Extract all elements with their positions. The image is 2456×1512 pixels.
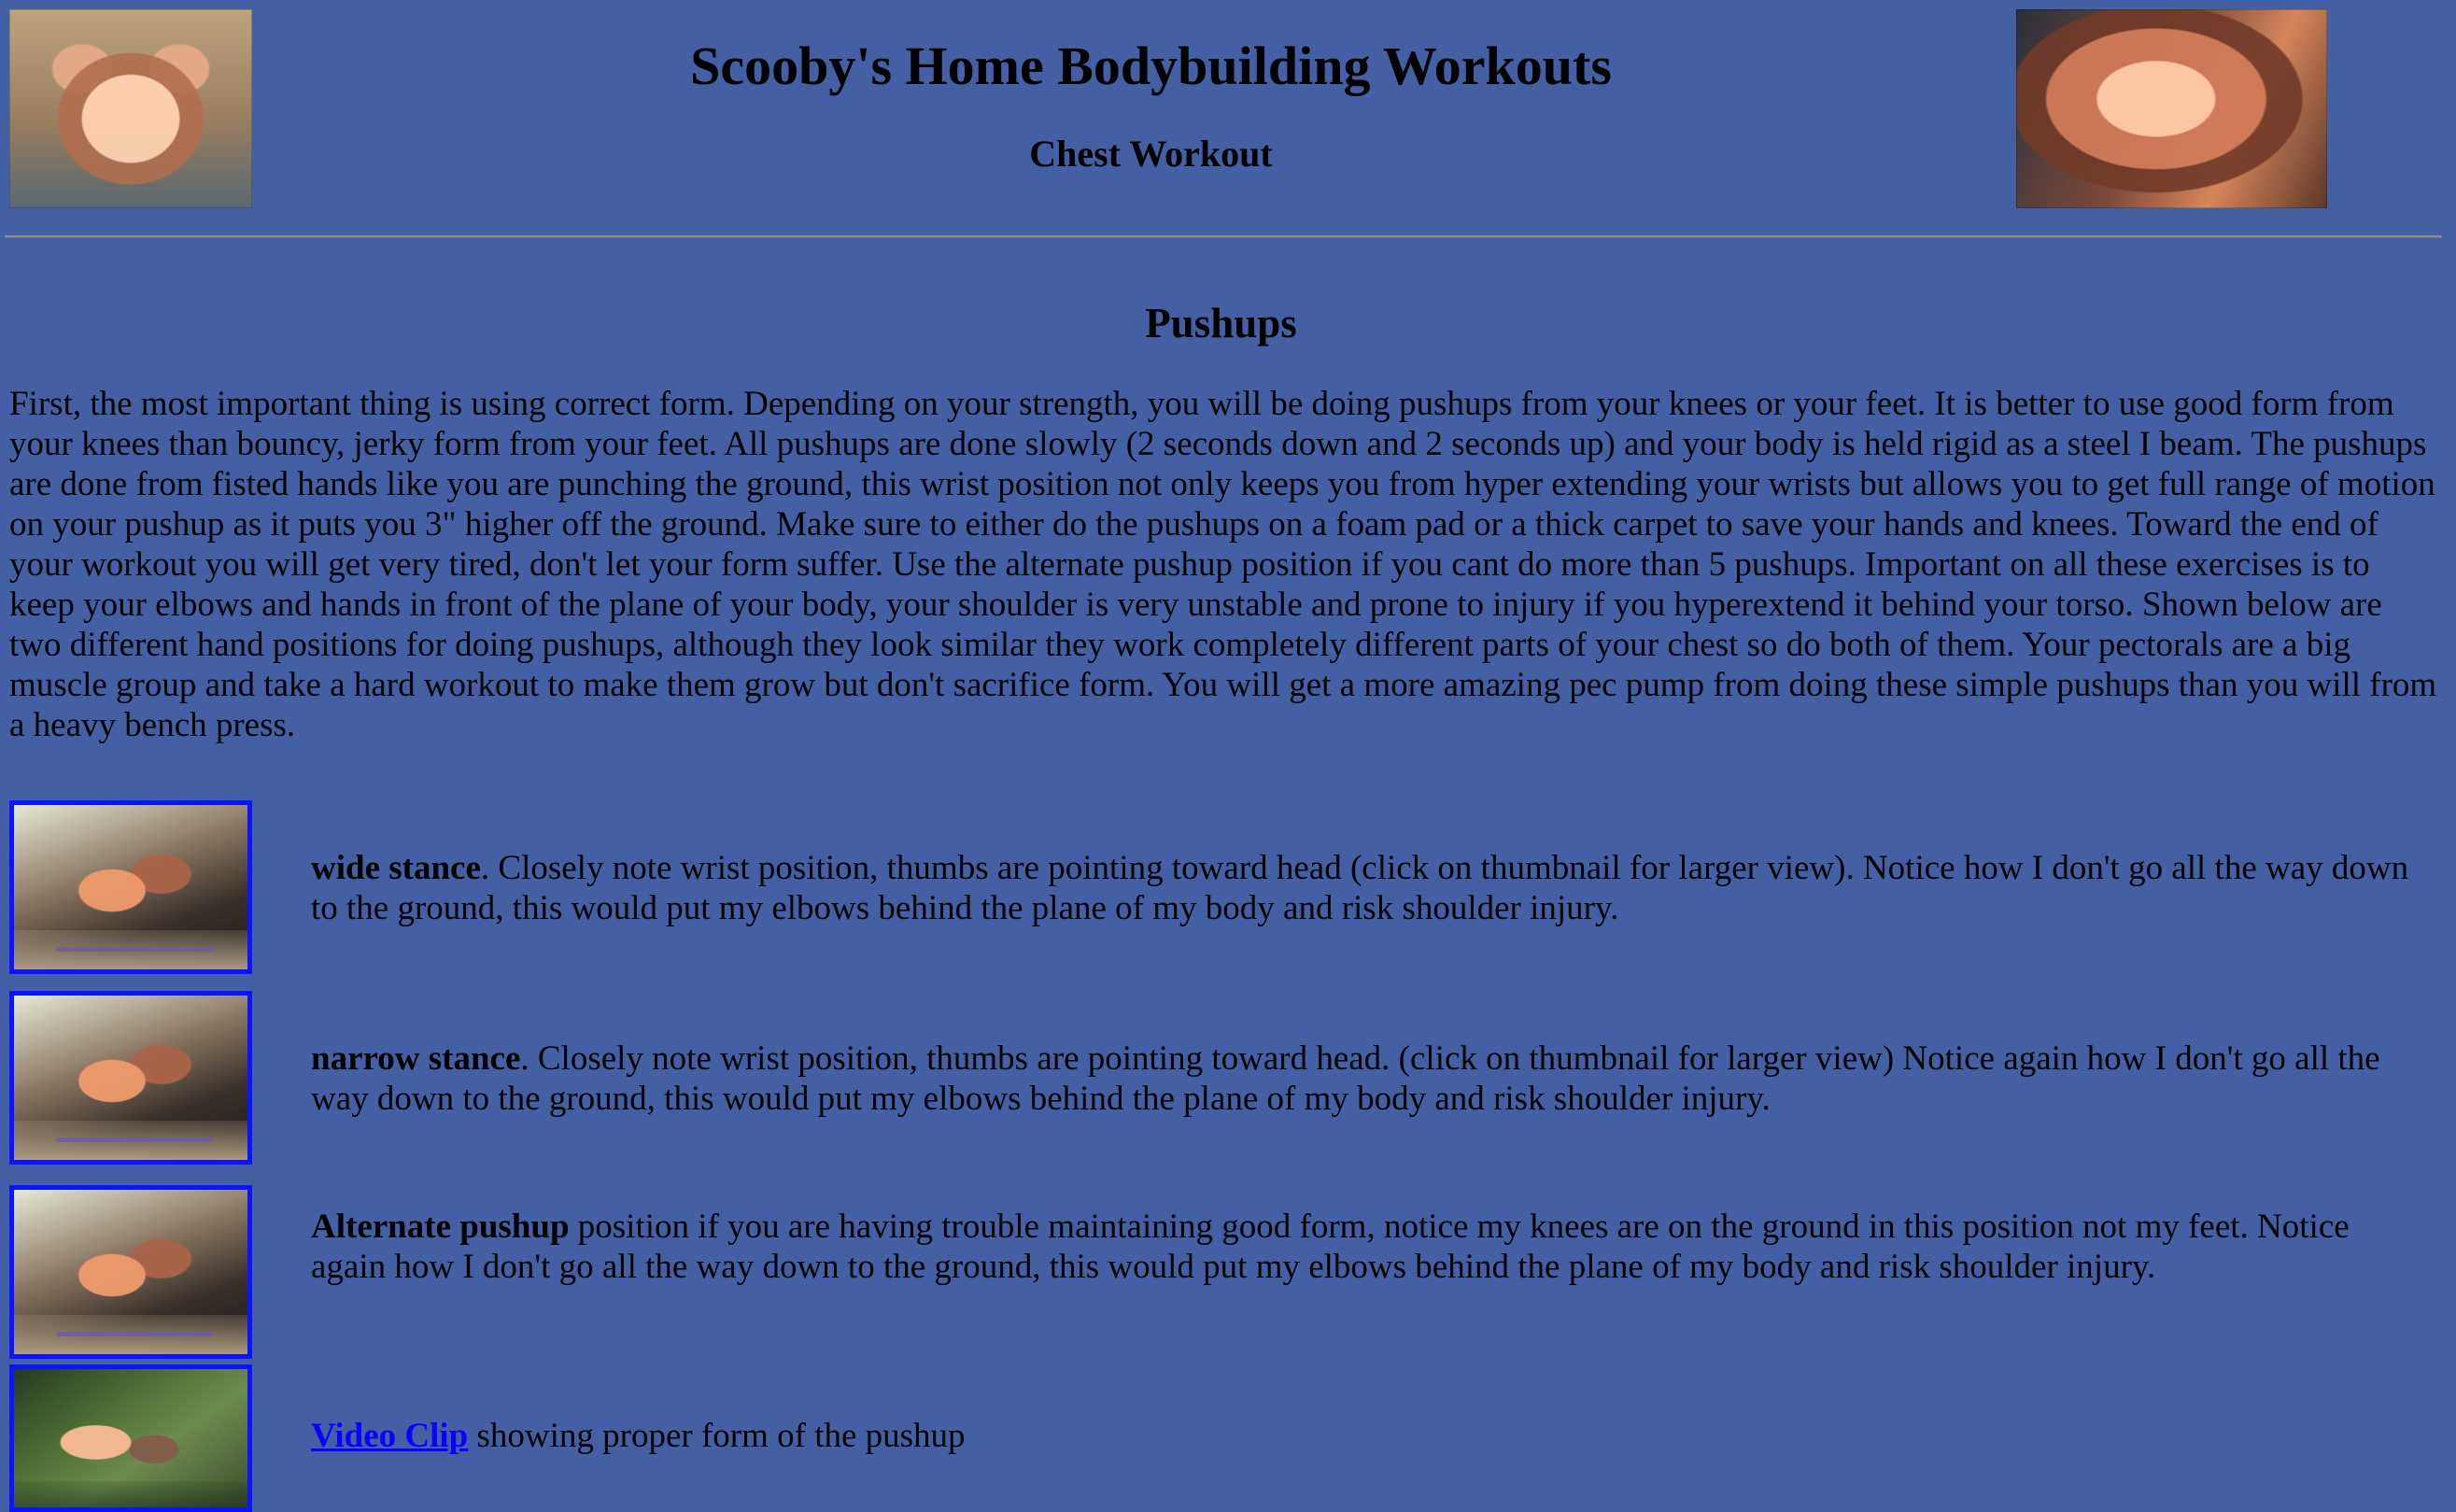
shoulder-muscle-image bbox=[2016, 9, 2327, 208]
thumbnail-watermark bbox=[56, 947, 215, 952]
pushups-heading: Pushups bbox=[1145, 300, 1297, 346]
pushups-intro-paragraph: First, the most important thing is using correct form. Depending on your strength, you will be doing pushups from your knees or your feet. It is better to use good form from your knees than bouncy, jerky form from your feet. All pushups are done slowly (2 seconds down and 2 seconds up) and your body is held rigid as a steel I beam. The pushups are done from fisted hands like you are punching the ground, this wrist position not only keeps you from hyper extending your wrists but allows you to get full range of motion on your pushup as it puts you 3" higher off the ground. Make sure to either do the pushups on a foam pad or a thick carpet to save your hands and knees. Toward the end of your workout you will get very tired, don't let your form suffer. Use the alternate pushup position if you cant do more than 5 pushups. Important on all these exercises is to keep your elbows and hands in front of the plane of your body, your shoulder is very unstable and prone to injury if you hyperextend it behind your torso. Shown below are two different hand positions for doing pushups, although they look similar they work completely different parts of your chest so do both of them. Your pectorals are a big muscle group and take a hard workout to make them grow but don't sacrifice form. You will get a more amazing pec pump from doing these simple pushups than you will from a heavy bench press. bbox=[9, 385, 2437, 744]
video-clip-link[interactable]: Video Clip bbox=[311, 1417, 469, 1455]
wide-stance-label: wide stance bbox=[311, 849, 481, 887]
workout-subtitle: Chest Workout bbox=[1029, 133, 1273, 175]
alternate-pushup-label: Alternate pushup bbox=[311, 1208, 570, 1246]
video-description-text: showing proper form of the pushup bbox=[468, 1417, 966, 1455]
alternate-pushup-text: position if you are having trouble maintaining good form, notice my knees are on the ground in this position not my feet. Notice again how I don't go all the way down to the ground, this would put my elbows behind the plane of my body and risk shoulder injury. bbox=[311, 1208, 2350, 1286]
video-thumbnail-link[interactable] bbox=[9, 1364, 252, 1512]
alternate-pushup-description bbox=[311, 1207, 2431, 1287]
narrow-stance-description bbox=[311, 1039, 2431, 1119]
wide-stance-description bbox=[311, 848, 2431, 928]
alternate-pushup-thumbnail-link[interactable] bbox=[9, 1185, 252, 1359]
wide-stance-thumbnail-link[interactable] bbox=[9, 800, 252, 974]
video-description bbox=[311, 1416, 2431, 1456]
narrow-stance-text: . Closely note wrist position, thumbs are pointing toward head. (click on thumbnail for larger view) Notice again how I don't go all the way down to the ground, this would put my elbows behind the plane of my body and risk shoulder injury. bbox=[311, 1039, 2380, 1118]
page-header bbox=[0, 0, 2456, 224]
thumbnail-watermark bbox=[56, 1138, 215, 1142]
thumbnail-watermark bbox=[56, 1332, 215, 1336]
header-divider bbox=[5, 235, 2442, 238]
wide-stance-text: . Closely note wrist position, thumbs are pointing toward head (click on thumbnail for larger view). Notice how I don't go all the way down to the ground, this would put my elbows behind the plane of my body and risk shoulder injury. bbox=[311, 849, 2409, 927]
narrow-stance-label: narrow stance bbox=[311, 1039, 521, 1078]
site-title: Scooby's Home Bodybuilding Workouts bbox=[690, 35, 1612, 96]
narrow-stance-thumbnail-link[interactable] bbox=[9, 991, 252, 1165]
